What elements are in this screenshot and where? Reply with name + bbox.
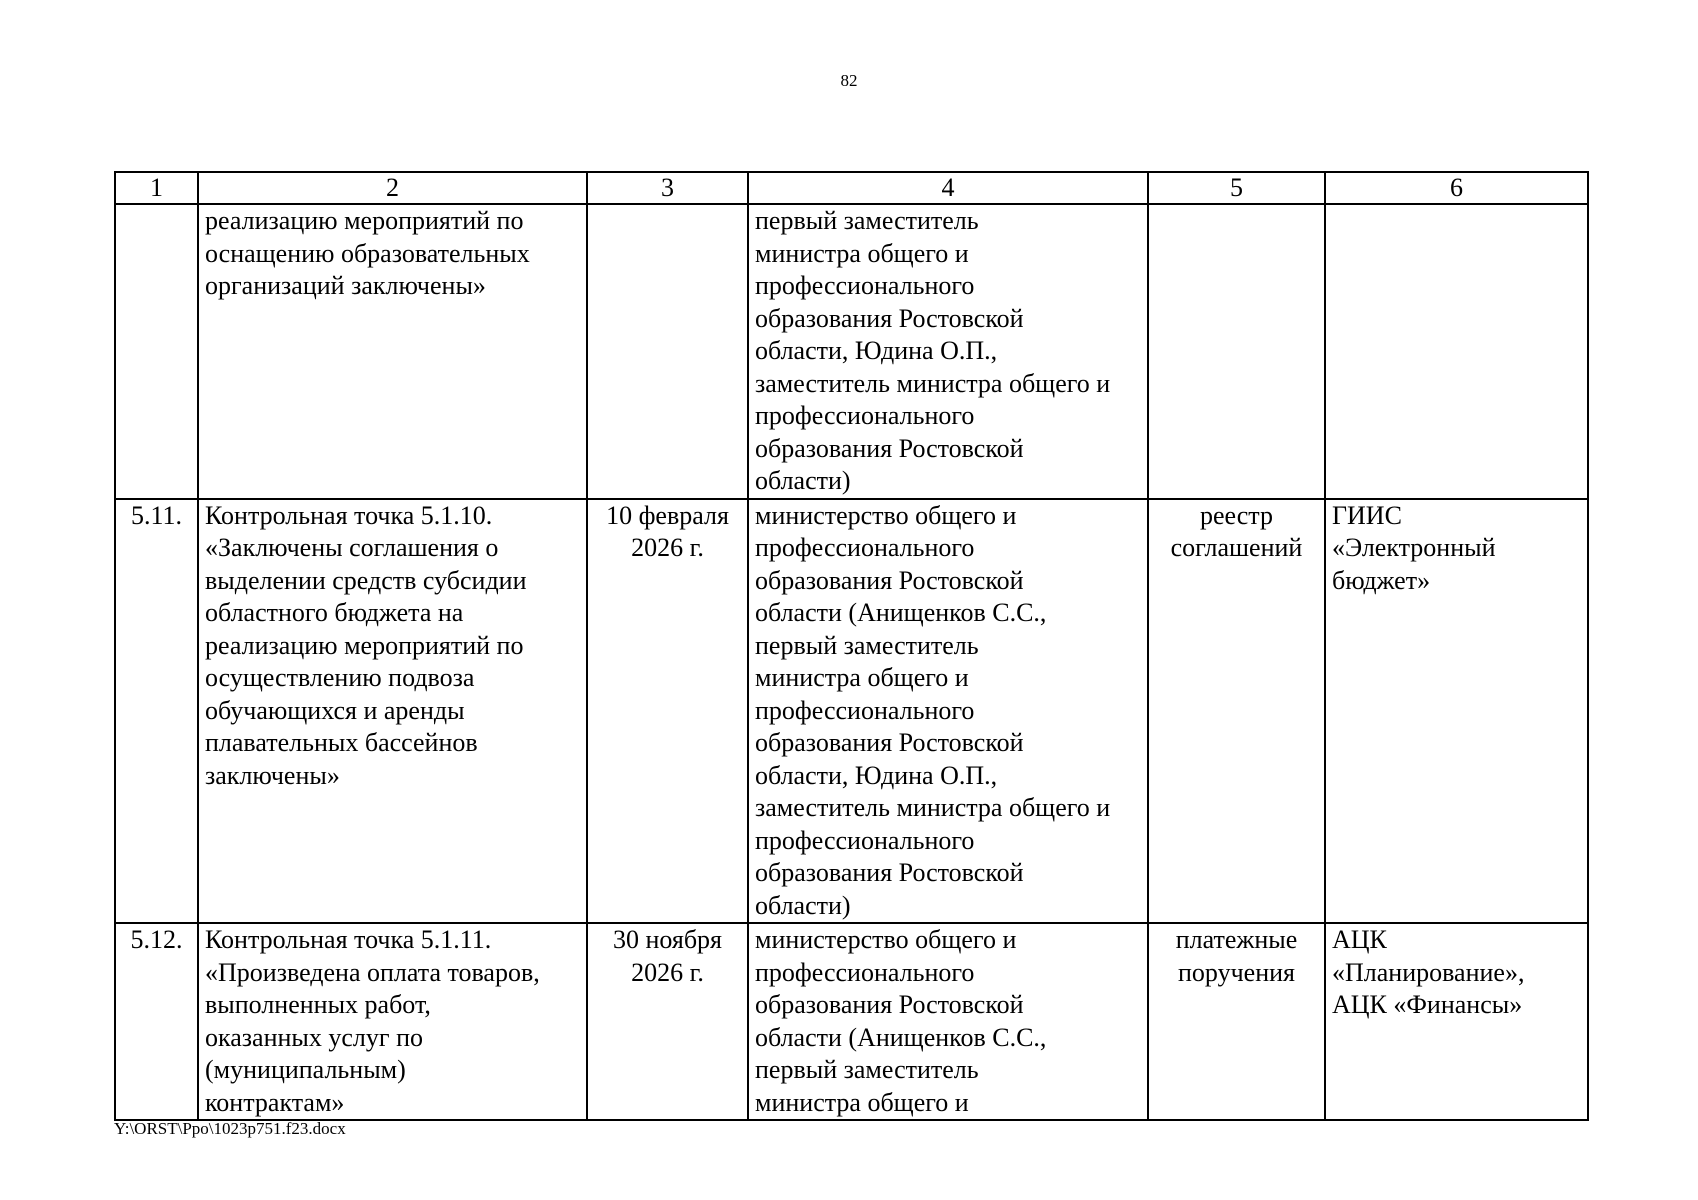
cell-text-line: министра общего и [755,1087,969,1117]
info-system-cell [1325,923,1588,1120]
cell-text-line: профессионального [755,271,975,300]
document-type-cell [1148,204,1325,499]
cell-text-line: реализацию мероприятий по [205,630,524,660]
cell-text-line: области (Анищенков С.С., [755,598,1047,627]
cell-text-line: образования Ростовской [755,990,1024,1019]
cell-text-line: заместитель министра общего и [755,368,1111,398]
cell-text-line: министра общего и [755,238,969,268]
row-number-cell [115,204,198,499]
table-row [115,499,1588,924]
cell-text-line: области) [755,466,851,495]
row-number-cell: 5.12. [115,923,198,1120]
file-path-footer: Y:\ORST\Ppo\1023p751.f23.docx [114,1119,346,1138]
cell-text-line: профессионального [755,695,975,725]
control-points-table [114,171,1589,1121]
cell-text-line: заместитель министра общего и [755,793,1111,822]
info-system-cell [1325,204,1588,499]
cell-text-line: обучающихся и аренды [205,695,465,725]
column-header-6: 6 [1325,172,1588,204]
responsible-cell [748,499,1148,924]
event-name-cell [198,499,587,924]
cell-text-line: выделении средств субсидии [205,565,527,595]
cell-text-line: области (Анищенков С.С., [755,1022,1047,1052]
cell-text-line: образования Ростовской [755,858,1024,887]
cell-text-line: «Планирование», [1332,957,1525,987]
cell-text-line: соглашений [1170,533,1303,562]
responsible-cell [748,204,1148,499]
event-name-cell [198,204,587,499]
column-header-3: 3 [587,172,748,204]
column-header-2: 2 [198,172,587,204]
cell-text-line: АЦК [1332,925,1387,954]
document-type-cell [1148,923,1325,1120]
cell-text-line: реализацию мероприятий по [205,206,524,235]
cell-text-line: 30 ноября [612,925,723,954]
cell-text-line: платежные [1175,925,1298,954]
cell-text-line: выполненных работ, [205,990,431,1019]
cell-text-line: ГИИС [1332,500,1402,530]
cell-text-line: оснащению образовательных [205,238,530,268]
cell-text-line: профессионального [755,825,975,855]
column-header-4: 4 [748,172,1148,204]
column-header-1: 1 [115,172,198,204]
cell-text-line: министерство общего и [755,925,1017,954]
cell-text-line: осуществлению подвоза [205,663,475,692]
cell-text-line: 2026 г. [631,533,704,562]
table-row [115,923,1588,1120]
info-system-cell [1325,499,1588,924]
cell-text-line: Контрольная точка 5.1.11. [205,925,492,954]
cell-text-line: организаций заключены» [205,271,486,300]
cell-text-line: профессионального [755,957,975,987]
cell-text-line: области, Юдина О.П., [755,336,998,365]
cell-text-line: министерство общего и [755,500,1017,530]
cell-text-line: заключены» [205,760,340,790]
cell-text-line: 2026 г. [631,957,704,987]
deadline-cell [587,204,748,499]
deadline-cell [587,923,748,1120]
row-number-cell: 5.11. [115,499,198,924]
cell-text-line: образования Ростовской [755,565,1024,595]
cell-text-line: «Электронный [1332,533,1496,562]
cell-text-line: контрактам» [205,1087,345,1117]
cell-text-line: (муниципальным) [205,1055,406,1084]
table-row [115,204,1588,499]
cell-text-line: первый заместитель [755,1055,979,1084]
deadline-cell [587,499,748,924]
cell-text-line: «Произведена оплата товаров, [205,957,540,987]
cell-text-line: поручения [1178,957,1295,987]
cell-text-line: АЦК «Финансы» [1332,990,1523,1019]
cell-text-line: образования Ростовской [755,433,1024,463]
cell-text-line: реестр [1200,500,1273,530]
cell-text-line: области) [755,890,851,920]
cell-text-line: Контрольная точка 5.1.10. [205,500,493,530]
cell-text-line: министра общего и [755,663,969,692]
page-number: 82 [840,71,858,90]
cell-text-line: образования Ростовской [755,728,1024,757]
document-type-cell [1148,499,1325,924]
table-header-row [115,172,1588,204]
cell-text-line: бюджет» [1332,565,1431,595]
cell-text-line: 10 февраля [606,500,729,530]
cell-text-line: образования Ростовской [755,303,1024,333]
cell-text-line: областного бюджета на [205,598,464,627]
cell-text-line: первый заместитель [755,630,979,660]
responsible-cell [748,923,1148,1120]
cell-text-line: оказанных услуг по [205,1022,423,1052]
cell-text-line: профессионального [755,533,975,562]
cell-text-line: первый заместитель [755,206,979,235]
cell-text-line: «Заключены соглашения о [205,533,499,562]
cell-text-line: области, Юдина О.П., [755,760,998,790]
cell-text-line: профессионального [755,401,975,430]
cell-text-line: плавательных бассейнов [205,728,478,757]
event-name-cell [198,923,587,1120]
column-header-5: 5 [1148,172,1325,204]
